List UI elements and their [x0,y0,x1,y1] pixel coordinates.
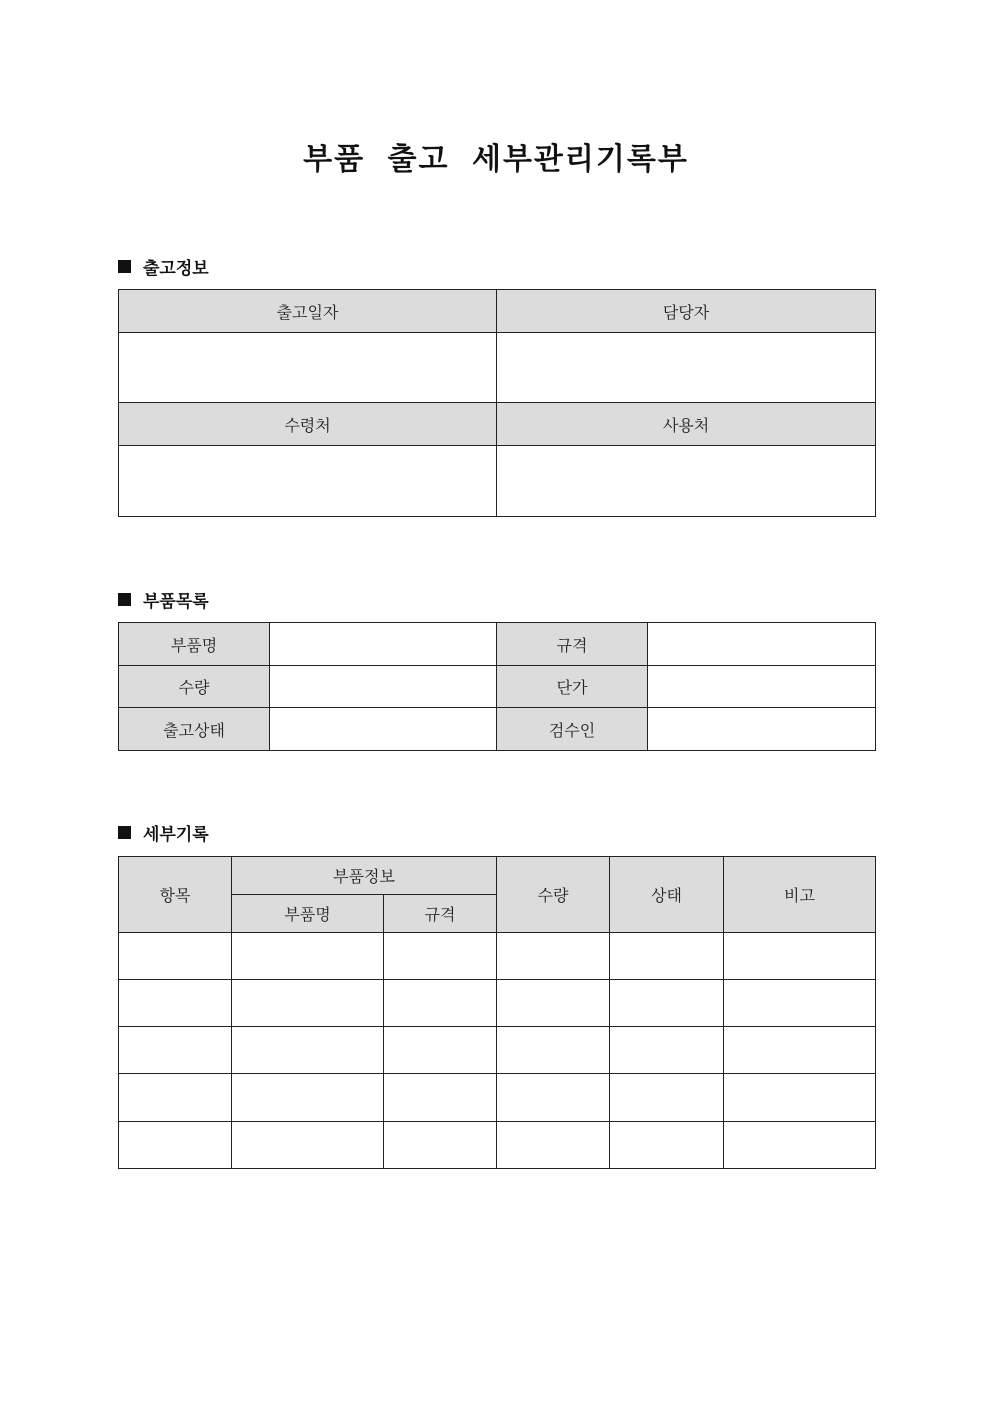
cell-spec[interactable] [384,933,497,980]
release-info-table [118,289,876,517]
label-release-date: 출고일자 [119,290,497,333]
cell-part-name[interactable] [232,1122,384,1169]
label-spec: 규격 [497,623,648,666]
header-quantity: 수량 [497,857,610,933]
label-manager: 담당자 [497,290,876,333]
cell-status[interactable] [610,933,724,980]
square-bullet-icon [118,593,131,606]
cell-status[interactable] [610,1122,724,1169]
cell-spec[interactable] [384,980,497,1027]
section-heading-release-info [118,254,209,279]
cell-item[interactable] [119,933,232,980]
cell-remarks[interactable] [724,1074,876,1122]
cell-status[interactable] [610,980,724,1027]
cell-quantity[interactable] [497,1074,610,1122]
table-row [119,1027,876,1074]
table-row [119,1122,876,1169]
page-title: 부품 출고 세부관리기록부 [303,142,689,177]
label-usage: 사용처 [497,403,876,446]
label-quantity: 수량 [119,666,270,708]
header-status: 상태 [610,857,724,933]
header-spec: 규격 [384,895,497,933]
square-bullet-icon [118,826,131,839]
header-item: 항목 [119,857,232,933]
field-part-name[interactable] [270,623,497,666]
header-part-info: 부품정보 [232,857,497,895]
table-row [119,933,876,980]
cell-status[interactable] [610,1027,724,1074]
cell-item[interactable] [119,980,232,1027]
field-spec[interactable] [648,623,876,666]
section-heading-label: 부품목록 [143,592,209,612]
label-unit-price: 단가 [497,666,648,708]
section-heading-detail-records [118,820,209,845]
cell-status[interactable] [610,1074,724,1122]
label-inspector: 검수인 [497,708,648,751]
header-part-name: 부품명 [232,895,384,933]
field-inspector[interactable] [648,708,876,751]
cell-remarks[interactable] [724,980,876,1027]
cell-spec[interactable] [384,1122,497,1169]
cell-remarks[interactable] [724,1122,876,1169]
table-row [119,980,876,1027]
label-part-name: 부품명 [119,623,270,666]
table-row [119,1074,876,1122]
cell-remarks[interactable] [724,933,876,980]
label-release-status: 출고상태 [119,708,270,751]
cell-item[interactable] [119,1027,232,1074]
section-heading-label: 출고정보 [143,259,209,279]
cell-part-name[interactable] [232,980,384,1027]
field-quantity[interactable] [270,666,497,708]
cell-part-name[interactable] [232,1074,384,1122]
cell-remarks[interactable] [724,1027,876,1074]
cell-spec[interactable] [384,1027,497,1074]
detail-records-table [118,856,876,1169]
cell-item[interactable] [119,1074,232,1122]
field-manager[interactable] [497,333,876,403]
field-usage[interactable] [497,446,876,517]
label-recipient: 수령처 [119,403,497,446]
header-remarks: 비고 [724,857,876,933]
cell-quantity[interactable] [497,1027,610,1074]
field-unit-price[interactable] [648,666,876,708]
cell-spec[interactable] [384,1074,497,1122]
cell-quantity[interactable] [497,1122,610,1169]
cell-part-name[interactable] [232,1027,384,1074]
cell-quantity[interactable] [497,933,610,980]
section-heading-parts-list [118,587,209,612]
cell-item[interactable] [119,1122,232,1169]
cell-quantity[interactable] [497,980,610,1027]
field-release-status[interactable] [270,708,497,751]
square-bullet-icon [118,260,131,273]
field-release-date[interactable] [119,333,497,403]
field-recipient[interactable] [119,446,497,517]
section-heading-label: 세부기록 [143,825,209,845]
parts-list-table [118,622,876,751]
cell-part-name[interactable] [232,933,384,980]
